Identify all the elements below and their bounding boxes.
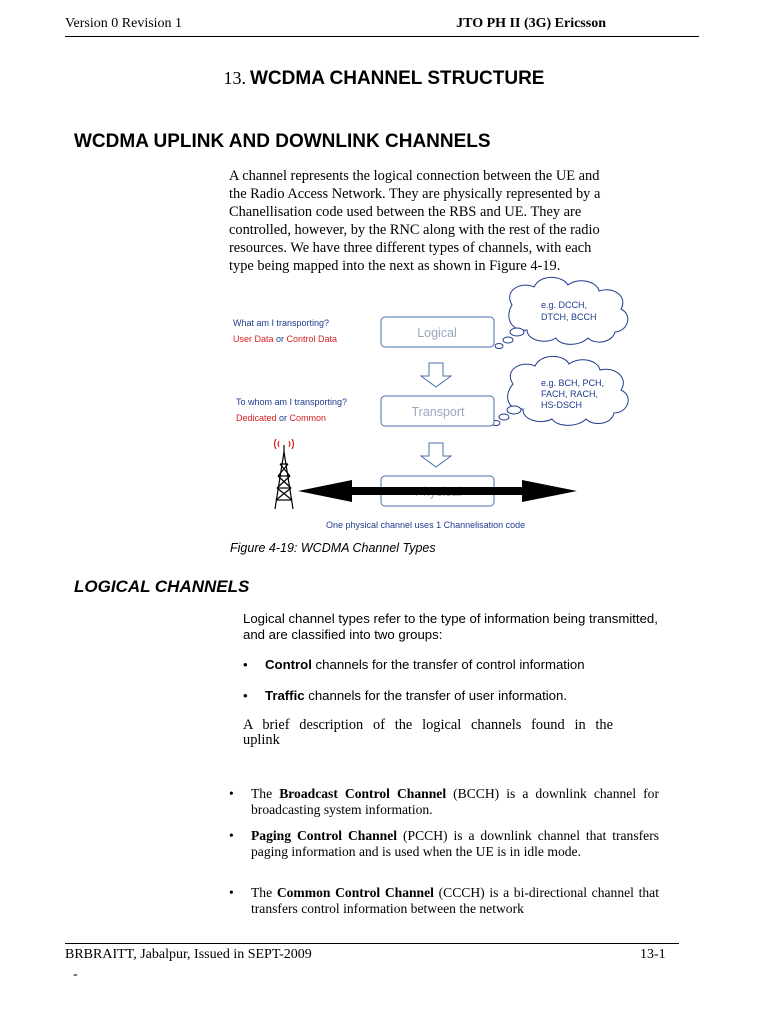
footer-dash: - [73, 967, 78, 982]
cloud2-line: e.g. BCH, PCH, [541, 378, 605, 388]
logical-intro-line: Logical channel types refer to the type of information being transmitted, [243, 611, 658, 626]
section-title: WCDMA UPLINK AND DOWNLINK CHANNELS [74, 131, 491, 152]
bullet-icon: • [243, 688, 248, 703]
channel-desc: (PCCH) is a downlink channel that transfers paging information and is used when the UE is in idle mode. [251, 828, 660, 859]
down-arrow-icon [421, 363, 451, 387]
channel-item-bcch [229, 786, 659, 817]
channel-name: Common Control Channel [276, 885, 434, 900]
group-item-control [243, 657, 585, 672]
group-item-traffic [243, 688, 567, 703]
figure-caption: Figure 4-19: WCDMA Channel Types [230, 541, 436, 555]
intro-line: controlled, however, by the RNC along with the rest of the radio [229, 222, 600, 238]
channel-item-pcch [229, 828, 659, 859]
group-desc: channels for the transfer of user information. [304, 688, 567, 703]
channel-pre: The [251, 885, 277, 900]
bullet-icon: • [229, 885, 234, 900]
answer-whom [236, 413, 326, 423]
bullet-icon: • [229, 786, 234, 801]
answer-or: or [273, 334, 287, 344]
intro-line: A channel represents the logical connection between the UE and [229, 168, 600, 184]
intro-line: Chanellisation code used between the RBS and UE. They are [229, 204, 582, 220]
channel-text [251, 885, 659, 916]
transport-label: Transport [411, 405, 465, 419]
answer-or: or [276, 413, 290, 423]
footer-page-number: 13-1 [640, 947, 666, 962]
logical-channels-title: LOGICAL CHANNELS [74, 577, 250, 596]
channel-name: Broadcast Control Channel [279, 786, 447, 801]
channel-item-ccch [229, 885, 659, 916]
channel-desc: (CCCH) is a bi-directional channel that transfers control information between the network [251, 885, 659, 916]
cloud2-line: FACH, RACH, [541, 389, 599, 399]
answer-what [233, 334, 337, 344]
channel-pre: The [251, 786, 280, 801]
down-arrow-icon [421, 443, 451, 467]
answer-user-data: User Data [233, 334, 274, 344]
bullet-icon: • [229, 828, 234, 843]
answer-dedicated: Dedicated [236, 413, 277, 423]
logical-intro [243, 611, 693, 643]
bullet-icon: • [243, 657, 248, 672]
channel-name: Paging Control Channel [251, 828, 398, 843]
intro-line: type being mapped into the next as shown in Figure 4-19. [229, 258, 561, 274]
logical-intro-line: and are classified into two groups: [243, 627, 443, 642]
footer-rule [65, 943, 679, 944]
header-version: Version 0 Revision 1 [65, 16, 183, 31]
brief-line: A brief description of the logical channels found in the [243, 718, 613, 733]
group-desc: channels for the transfer of control information [311, 657, 585, 672]
header-course: JTO PH II (3G) Ericsson [456, 16, 606, 31]
chapter-number: 13. [223, 68, 246, 88]
cloud1-line: e.g. DCCH, [541, 300, 588, 310]
intro-line: resources. We have three different types of channels, with each [229, 240, 592, 256]
antenna-tower-icon [274, 439, 293, 509]
logical-label: Logical [417, 326, 457, 340]
question-whom: To whom am I transporting? [236, 397, 348, 407]
question-what: What am I transporting? [233, 318, 330, 328]
brief-description [243, 718, 613, 750]
group-name: Control [265, 657, 312, 672]
channel-text [251, 828, 659, 859]
cloud2-line: HS-DSCH [541, 400, 583, 410]
chapter-title: WCDMA CHANNEL STRUCTURE [250, 68, 545, 89]
group-name: Traffic [265, 688, 305, 703]
intro-line: the Radio Access Network. They are physically represented by a [229, 186, 601, 202]
physical-note: One physical channel uses 1 Channelisation code [326, 520, 526, 530]
brief-line: uplink [243, 732, 280, 748]
channel-desc: (BCCH) is a downlink channel for broadcasting system information. [251, 786, 659, 817]
footer-issuer: BRBRAITT, Jabalpur, Issued in SEPT-2009 [65, 947, 312, 962]
answer-common: Common [289, 413, 327, 423]
cloud1-line: DTCH, BCCH [541, 312, 597, 322]
answer-control-data: Control Data [286, 334, 338, 344]
channel-text [251, 786, 659, 817]
